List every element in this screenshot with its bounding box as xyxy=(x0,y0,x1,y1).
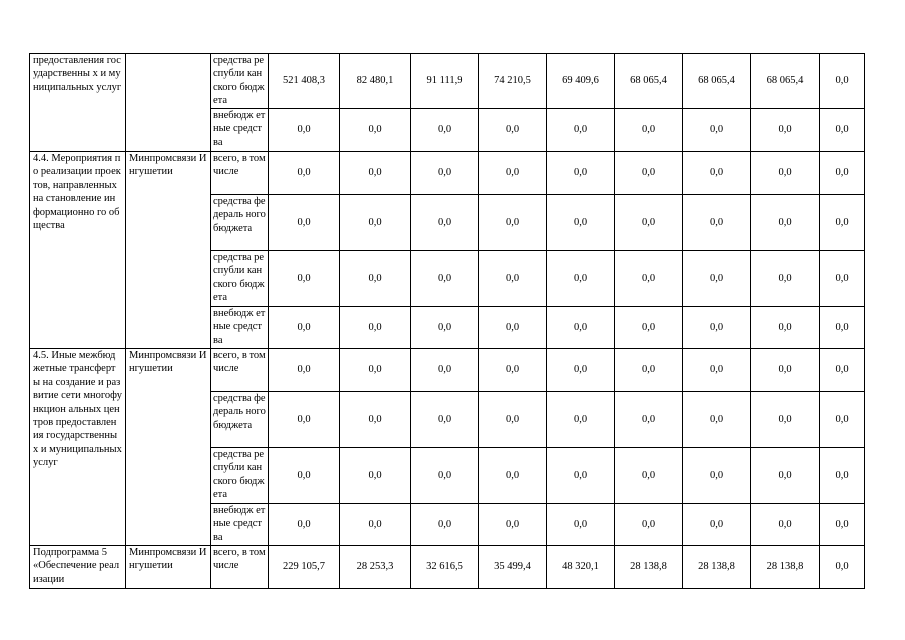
executor-cell xyxy=(126,54,211,152)
amount-cell: 0,0 xyxy=(479,448,547,504)
table-row xyxy=(30,54,865,109)
amount-cell: 82 480,1 xyxy=(340,54,411,109)
amount-cell: 0,0 xyxy=(479,349,547,392)
amount-cell: 69 409,6 xyxy=(547,54,615,109)
amount-cell: 0,0 xyxy=(683,307,751,349)
budget-table-body xyxy=(30,54,865,589)
amount-cell: 74 210,5 xyxy=(479,54,547,109)
amount-cell: 32 616,5 xyxy=(411,546,479,589)
funding-source-cell: всего, в том числе xyxy=(211,349,269,392)
amount-cell: 0,0 xyxy=(547,504,615,546)
amount-cell: 0,0 xyxy=(479,195,547,251)
funding-source-cell: средства федераль ного бюджета xyxy=(211,392,269,448)
amount-cell: 0,0 xyxy=(751,152,820,195)
amount-cell: 91 111,9 xyxy=(411,54,479,109)
amount-cell: 0,0 xyxy=(340,504,411,546)
amount-cell: 0,0 xyxy=(820,195,865,251)
amount-cell: 0,0 xyxy=(683,349,751,392)
amount-cell: 0,0 xyxy=(547,307,615,349)
program-name-cell: 4.4. Мероприятия по реализации проектов, направленных на становление информационно го общества xyxy=(30,152,126,349)
executor-cell: Минпромсвязи Ингушетии xyxy=(126,152,211,349)
amount-cell: 0,0 xyxy=(340,307,411,349)
amount-cell: 0,0 xyxy=(269,392,340,448)
amount-cell: 0,0 xyxy=(751,109,820,152)
amount-cell: 0,0 xyxy=(615,392,683,448)
funding-source-cell: внебюдж етные средства xyxy=(211,504,269,546)
amount-cell: 68 065,4 xyxy=(683,54,751,109)
amount-cell: 0,0 xyxy=(615,195,683,251)
amount-cell: 0,0 xyxy=(479,392,547,448)
amount-cell: 0,0 xyxy=(479,109,547,152)
amount-cell: 28 138,8 xyxy=(751,546,820,589)
amount-cell: 28 253,3 xyxy=(340,546,411,589)
amount-cell: 35 499,4 xyxy=(479,546,547,589)
amount-cell: 0,0 xyxy=(269,195,340,251)
amount-cell: 229 105,7 xyxy=(269,546,340,589)
amount-cell: 0,0 xyxy=(683,251,751,307)
amount-cell: 0,0 xyxy=(340,251,411,307)
funding-source-cell: всего, в том числе xyxy=(211,546,269,589)
amount-cell: 0,0 xyxy=(340,152,411,195)
amount-cell: 0,0 xyxy=(479,307,547,349)
amount-cell: 0,0 xyxy=(340,392,411,448)
amount-cell: 0,0 xyxy=(751,349,820,392)
budget-table xyxy=(29,53,865,589)
amount-cell: 0,0 xyxy=(820,392,865,448)
amount-cell: 0,0 xyxy=(615,504,683,546)
amount-cell: 0,0 xyxy=(269,448,340,504)
amount-cell: 0,0 xyxy=(751,448,820,504)
amount-cell: 0,0 xyxy=(269,152,340,195)
amount-cell: 0,0 xyxy=(340,448,411,504)
amount-cell: 0,0 xyxy=(411,392,479,448)
amount-cell: 0,0 xyxy=(820,546,865,589)
amount-cell: 0,0 xyxy=(820,54,865,109)
amount-cell: 0,0 xyxy=(269,504,340,546)
amount-cell: 0,0 xyxy=(615,109,683,152)
amount-cell: 0,0 xyxy=(615,152,683,195)
amount-cell: 0,0 xyxy=(411,195,479,251)
amount-cell: 0,0 xyxy=(683,152,751,195)
amount-cell: 0,0 xyxy=(411,152,479,195)
amount-cell: 0,0 xyxy=(683,392,751,448)
amount-cell: 0,0 xyxy=(615,448,683,504)
amount-cell: 0,0 xyxy=(683,504,751,546)
amount-cell: 0,0 xyxy=(269,109,340,152)
amount-cell: 0,0 xyxy=(547,109,615,152)
amount-cell: 0,0 xyxy=(615,307,683,349)
amount-cell: 0,0 xyxy=(751,504,820,546)
program-name-cell: предоставления государственны х и муниципальных услуг xyxy=(30,54,126,152)
amount-cell: 28 138,8 xyxy=(615,546,683,589)
amount-cell: 0,0 xyxy=(615,251,683,307)
amount-cell: 521 408,3 xyxy=(269,54,340,109)
amount-cell: 0,0 xyxy=(683,109,751,152)
table-row xyxy=(30,152,865,195)
amount-cell: 0,0 xyxy=(411,448,479,504)
amount-cell: 0,0 xyxy=(411,504,479,546)
amount-cell: 0,0 xyxy=(547,251,615,307)
table-row xyxy=(30,546,865,589)
amount-cell: 0,0 xyxy=(683,195,751,251)
amount-cell: 0,0 xyxy=(411,109,479,152)
amount-cell: 0,0 xyxy=(479,251,547,307)
amount-cell: 28 138,8 xyxy=(683,546,751,589)
amount-cell: 0,0 xyxy=(269,349,340,392)
amount-cell: 0,0 xyxy=(820,349,865,392)
amount-cell: 0,0 xyxy=(479,504,547,546)
amount-cell: 0,0 xyxy=(269,251,340,307)
amount-cell: 0,0 xyxy=(547,448,615,504)
amount-cell: 0,0 xyxy=(411,349,479,392)
amount-cell: 0,0 xyxy=(820,152,865,195)
amount-cell: 0,0 xyxy=(751,195,820,251)
amount-cell: 0,0 xyxy=(411,251,479,307)
executor-cell: Минпромсвязи Ингушетии xyxy=(126,349,211,546)
funding-source-cell: внебюдж етные средства xyxy=(211,307,269,349)
funding-source-cell: средства республи канского бюджета xyxy=(211,54,269,109)
amount-cell: 0,0 xyxy=(269,307,340,349)
amount-cell: 0,0 xyxy=(547,349,615,392)
amount-cell: 68 065,4 xyxy=(751,54,820,109)
executor-cell: Минпромсвязи Ингушетии xyxy=(126,546,211,589)
program-name-cell: Подпрограмма 5 «Обеспечение реализации xyxy=(30,546,126,589)
amount-cell: 0,0 xyxy=(340,195,411,251)
amount-cell: 0,0 xyxy=(547,392,615,448)
amount-cell: 48 320,1 xyxy=(547,546,615,589)
amount-cell: 0,0 xyxy=(751,392,820,448)
amount-cell: 0,0 xyxy=(820,307,865,349)
amount-cell: 0,0 xyxy=(820,504,865,546)
table-row xyxy=(30,349,865,392)
amount-cell: 0,0 xyxy=(547,152,615,195)
amount-cell: 0,0 xyxy=(683,448,751,504)
funding-source-cell: средства федераль ного бюджета xyxy=(211,195,269,251)
amount-cell: 0,0 xyxy=(751,251,820,307)
funding-source-cell: всего, в том числе xyxy=(211,152,269,195)
amount-cell: 0,0 xyxy=(479,152,547,195)
funding-source-cell: внебюдж етные средства xyxy=(211,109,269,152)
amount-cell: 0,0 xyxy=(411,307,479,349)
amount-cell: 0,0 xyxy=(820,251,865,307)
funding-source-cell: средства республи канского бюджета xyxy=(211,448,269,504)
amount-cell: 0,0 xyxy=(547,195,615,251)
amount-cell: 0,0 xyxy=(615,349,683,392)
amount-cell: 0,0 xyxy=(340,109,411,152)
amount-cell: 0,0 xyxy=(820,109,865,152)
amount-cell: 0,0 xyxy=(340,349,411,392)
program-name-cell: 4.5. Иные межбюджетные трансферты на создание и развитие сети многофункцион альных центров предоставления государственны х и муниципальных услуг xyxy=(30,349,126,546)
funding-source-cell: средства республи канского бюджета xyxy=(211,251,269,307)
amount-cell: 0,0 xyxy=(751,307,820,349)
amount-cell: 68 065,4 xyxy=(615,54,683,109)
amount-cell: 0,0 xyxy=(820,448,865,504)
